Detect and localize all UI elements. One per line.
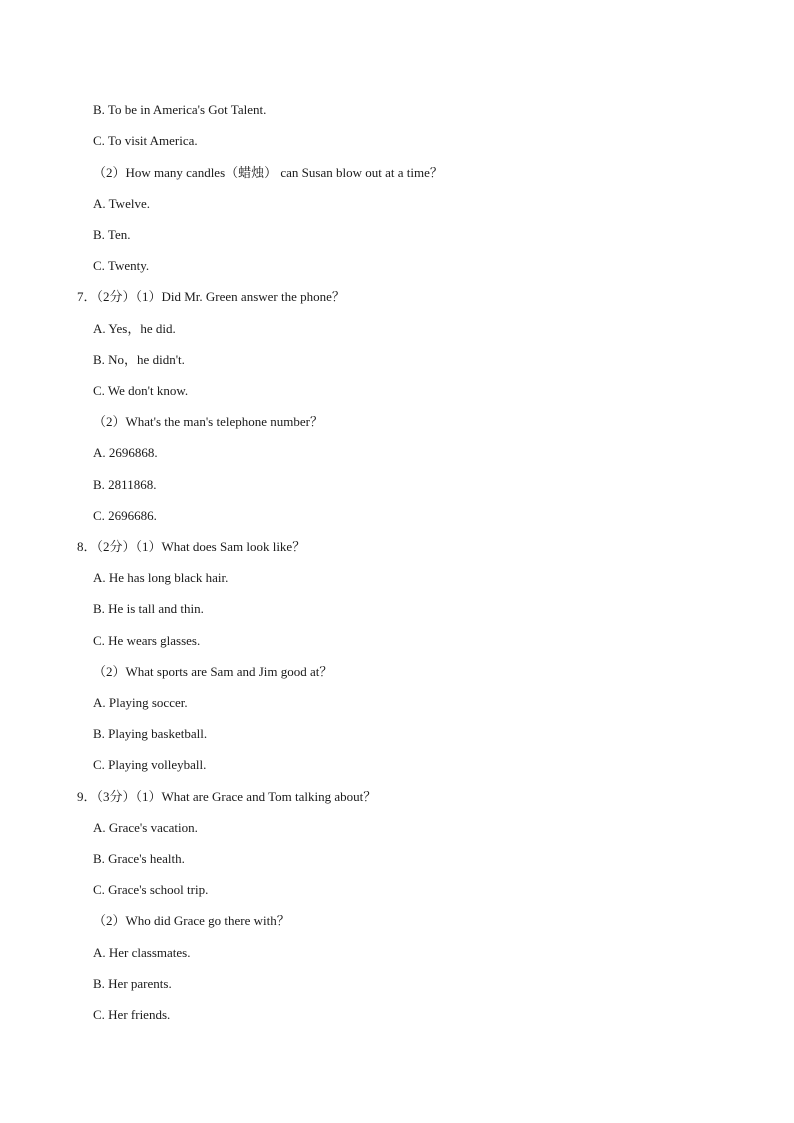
q9-sub1-option-b: B. Grace's health. (93, 851, 185, 866)
q8-sub2-option-c: C. Playing volleyball. (93, 757, 207, 772)
q9-sub2-option-b: B. Her parents. (93, 976, 172, 991)
q9-header: 9．（3分）（1）What are Grace and Tom talking about？ (77, 789, 377, 804)
q8-sub1-option-a: A. He has long black hair. (93, 570, 229, 585)
q7-sub2-option-b: B. 2811868. (93, 477, 157, 492)
q7-sub1-option-a: A. Yes，he did. (93, 321, 176, 336)
q7-sub2-question: （2）What's the man's telephone number？ (93, 414, 323, 429)
q6-sub2-option-c: C. Twenty. (93, 258, 150, 273)
q8-sub2-option-a: A. Playing soccer. (93, 695, 188, 710)
q9-sub1-option-a: A. Grace's vacation. (93, 820, 198, 835)
q6-sub2-question: （2）How many candles（蜡烛） can Susan blow out at a time？ (93, 165, 443, 180)
q9-sub1-option-c: C. Grace's school trip. (93, 882, 209, 897)
q8-sub1-option-b: B. He is tall and thin. (93, 601, 204, 616)
q6-sub2-option-b: B. Ten. (93, 227, 131, 242)
q6-option-b: B. To be in America's Got Talent. (93, 102, 267, 117)
q8-header: 8．（2分）（1）What does Sam look like？ (77, 539, 306, 554)
q7-sub2-option-a: A. 2696868. (93, 445, 158, 460)
q7-sub1-option-b: B. No，he didn't. (93, 352, 185, 367)
q7-header: 7．（2分）（1）Did Mr. Green answer the phone？ (77, 289, 345, 304)
q9-sub2-option-c: C. Her friends. (93, 1007, 171, 1022)
q8-sub1-option-c: C. He wears glasses. (93, 633, 201, 648)
q6-option-c: C. To visit America. (93, 133, 198, 148)
q9-sub2-option-a: A. Her classmates. (93, 945, 191, 960)
q9-sub2-question: （2）Who did Grace go there with？ (93, 913, 290, 928)
q7-sub1-option-c: C. We don't know. (93, 383, 189, 398)
q8-sub2-question: （2）What sports are Sam and Jim good at？ (93, 664, 333, 679)
q7-sub2-option-c: C. 2696686. (93, 508, 157, 523)
q6-sub2-option-a: A. Twelve. (93, 196, 150, 211)
q8-sub2-option-b: B. Playing basketball. (93, 726, 208, 741)
